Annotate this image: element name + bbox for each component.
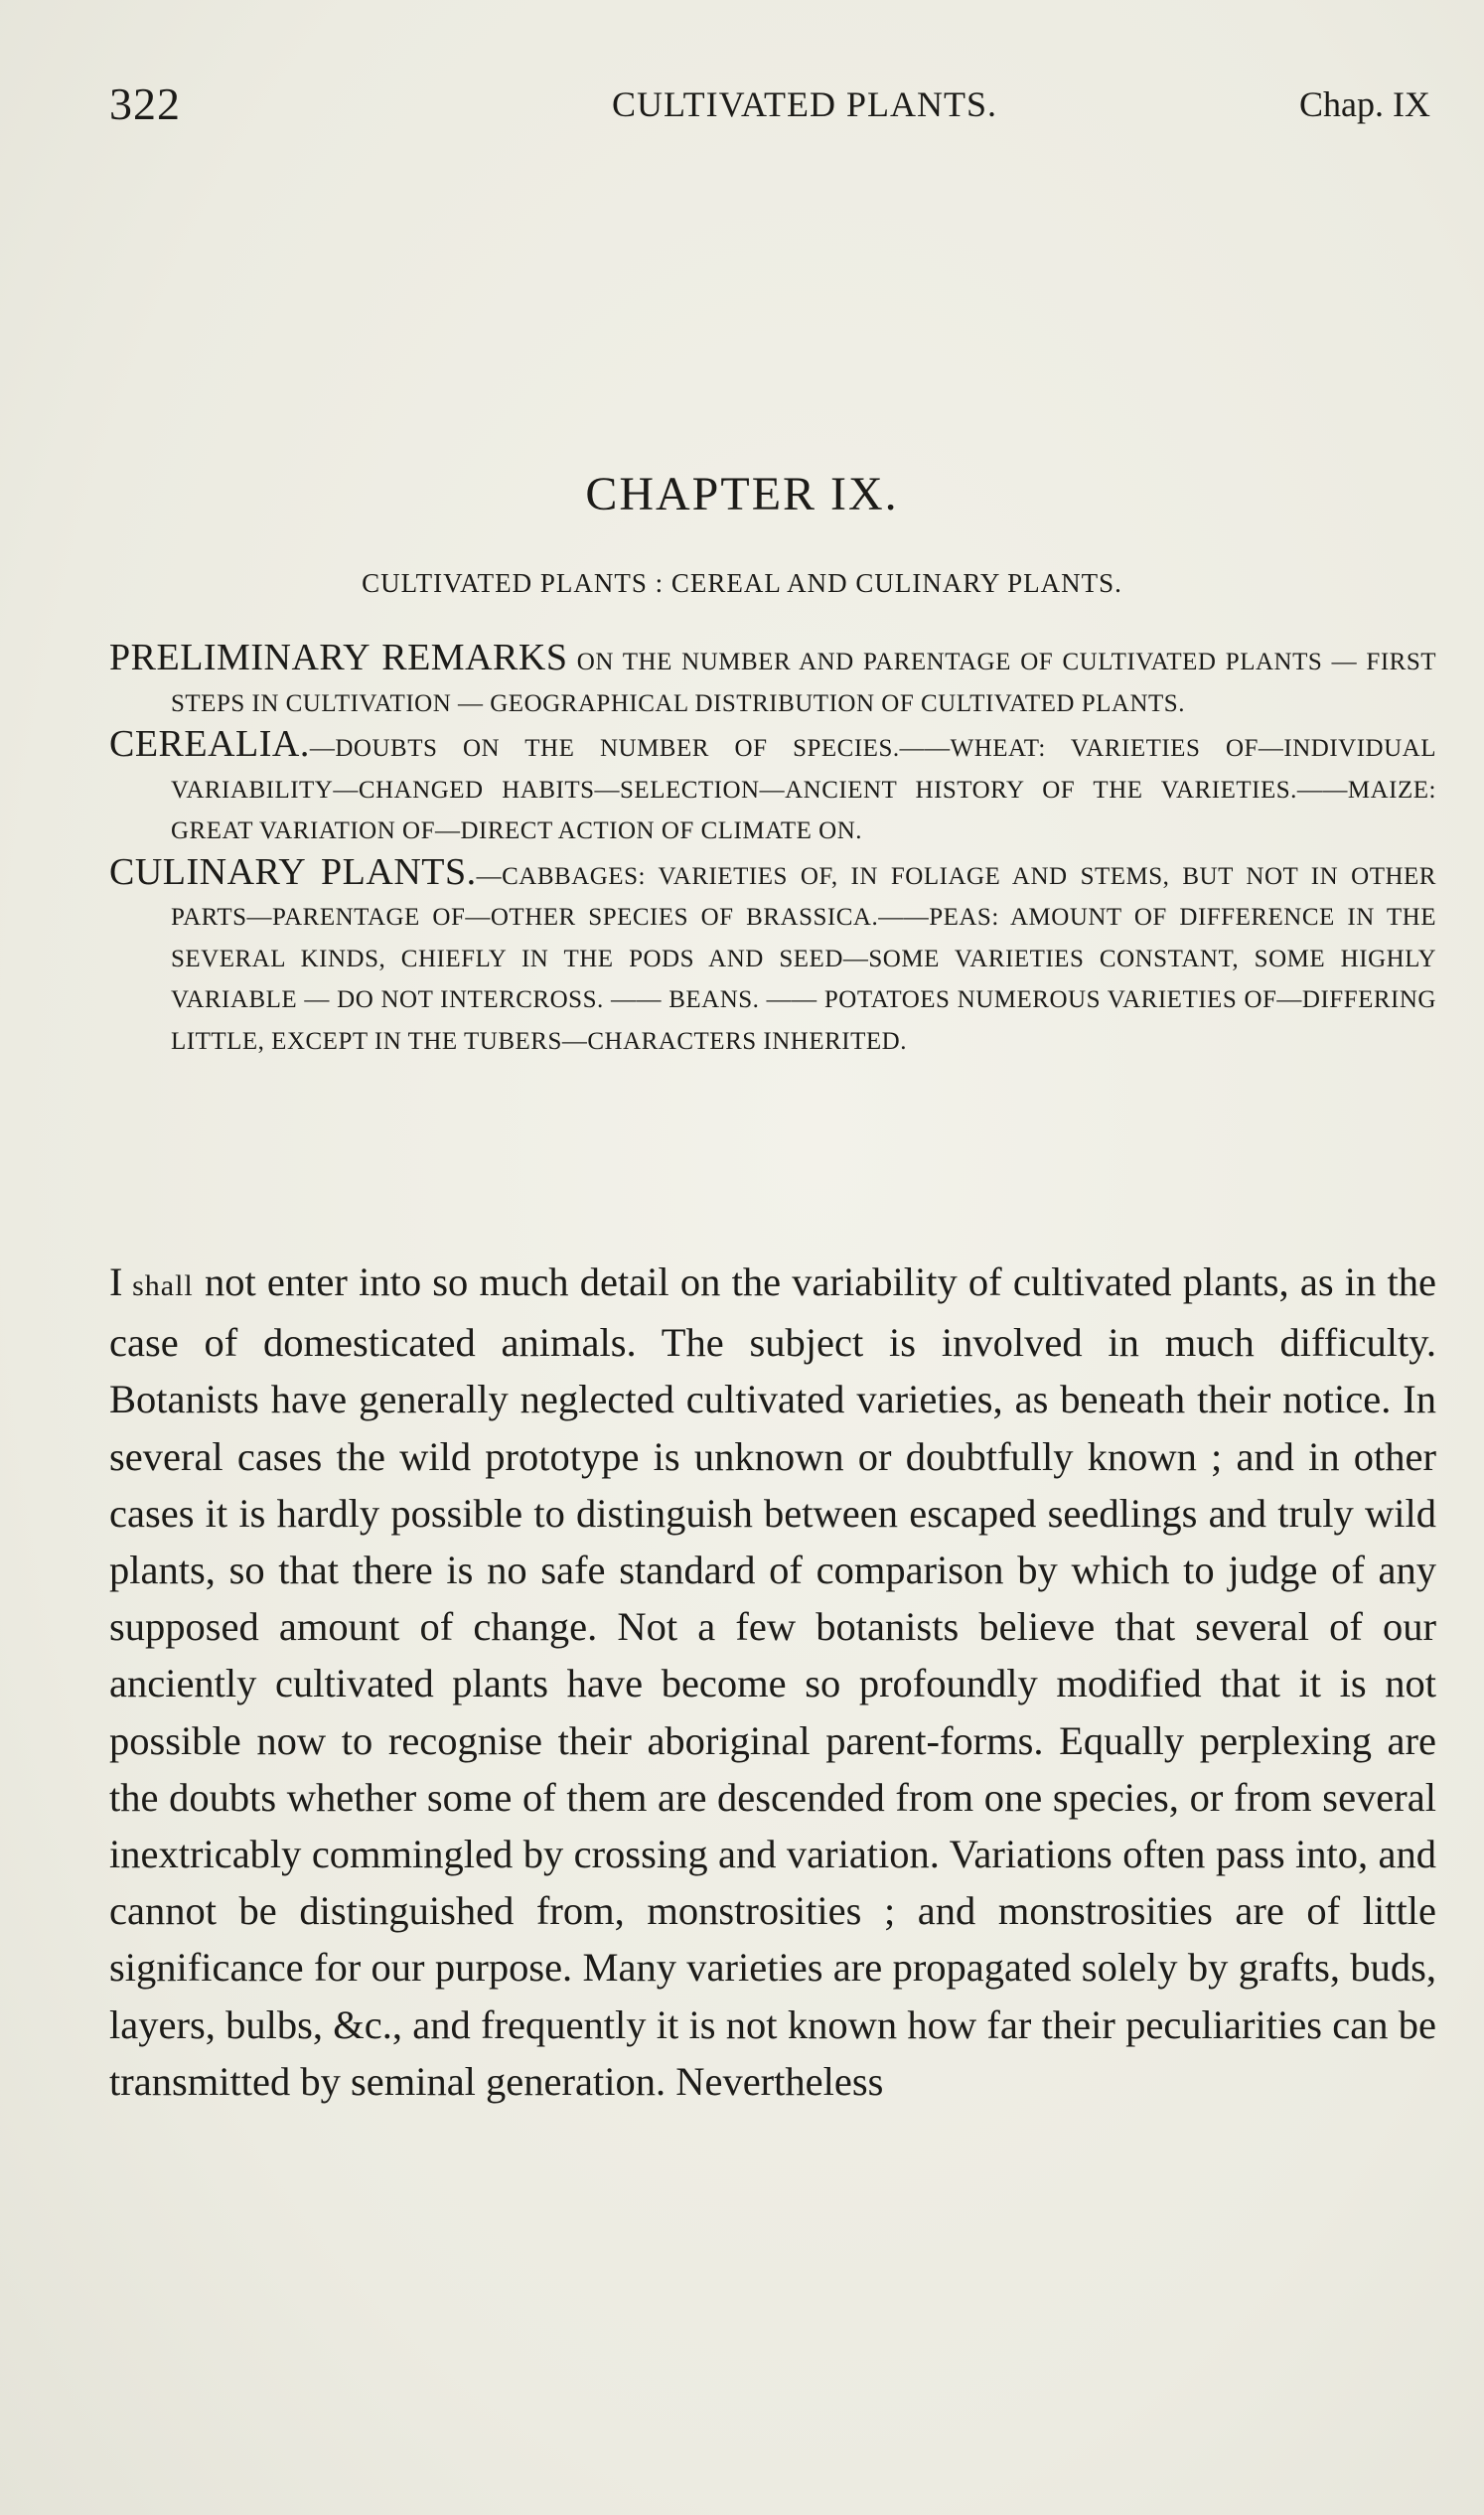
chapter-summary — [109, 638, 1436, 1062]
body-text: not enter into so much detail on the variability of cultivated plants, as in the case of domesticated animals. The subject is involved in much difficulty. Botanists have generally neglected cultivated varieties, as beneath their notice. In several cases the wild prototype is unknown or doubtfully known ; and in other cases it is hardly possible to distinguish between escaped seedlings and truly wild plants, so that there is no safe standard of comparison by which to judge of any supposed amount of change. Not a few botanists believe that several of our anciently cultivated plants have become so profoundly modified that it is not possible now to recognise their aboriginal parent-forms. Equally perplexing are the doubts whether some of them are descended from one species, or from several inextricably commingled by crossing and variation. Variations often pass into, and cannot be distinguished from, monstrosities ; and monstrosities are of little significance for our purpose. Many varieties are propagated solely by grafts, buds, layers, bulbs, &c., and frequently it is not known how far their peculiarities can be transmitted by seminal generation. Nevertheless — [109, 1259, 1436, 2104]
running-title: CULTIVATED PLANTS. — [611, 84, 998, 124]
summary-text: ON THE NUMBER AND PARENTAGE OF CULTIVATED PLANTS — FIRST STEPS IN CULTIVATION — GEOGRAPHICAL DISTRIBUTION OF CULTIVATED PLANTS. — [171, 649, 1436, 717]
lead-capital: I — [109, 1259, 123, 1304]
summary-text: —CABBAGES: VARIETIES OF, IN FOLIAGE AND STEMS, BUT NOT IN OTHER PARTS—PARENTAGE OF—OTHER SPECIES OF BRASSICA.——PEAS: AMOUNT OF DIFFERENCE IN THE SEVERAL KINDS, CHIEFLY IN THE PODS AND SEED—SOME VARIETIES CONSTANT, SOME HIGHLY VARIABLE — DO NOT INTERCROSS. —— BEANS. —— POTATOES NUMEROUS VARIETIES OF—DIFFERING LITTLE, EXCEPT IN THE TUBERS—CHARACTERS INHERITED. — [171, 862, 1436, 1055]
lead-small-caps: shall — [122, 1269, 194, 1302]
chapter-subtitle: CULTIVATED PLANTS : CEREAL AND CULINARY PLANTS. — [362, 568, 1122, 598]
summary-section-preliminary — [109, 638, 1436, 724]
summary-text: —DOUBTS ON THE NUMBER OF SPECIES.——WHEAT: VARIETIES OF—INDIVIDUAL VARIABILITY—CHANGED HABITS—SELECTION—ANCIENT HISTORY OF THE VARIETIES.——MAIZE: GREAT VARIATION OF—DIRECT ACTION OF CLIMATE ON. — [171, 735, 1436, 844]
chapter-title: CHAPTER IX. — [585, 468, 899, 520]
summary-heading: CULINARY PLANTS. — [109, 850, 477, 893]
page-number: 322 — [109, 78, 181, 129]
summary-section-cerealia — [109, 724, 1436, 852]
summary-heading: CEREALIA. — [109, 723, 310, 765]
running-header — [109, 77, 1430, 137]
body-paragraph — [109, 1254, 1436, 2110]
summary-section-culinary — [109, 852, 1436, 1063]
summary-heading: PRELIMINARY REMARKS — [109, 637, 568, 678]
chapter-reference: Chap. IX — [1299, 84, 1430, 124]
